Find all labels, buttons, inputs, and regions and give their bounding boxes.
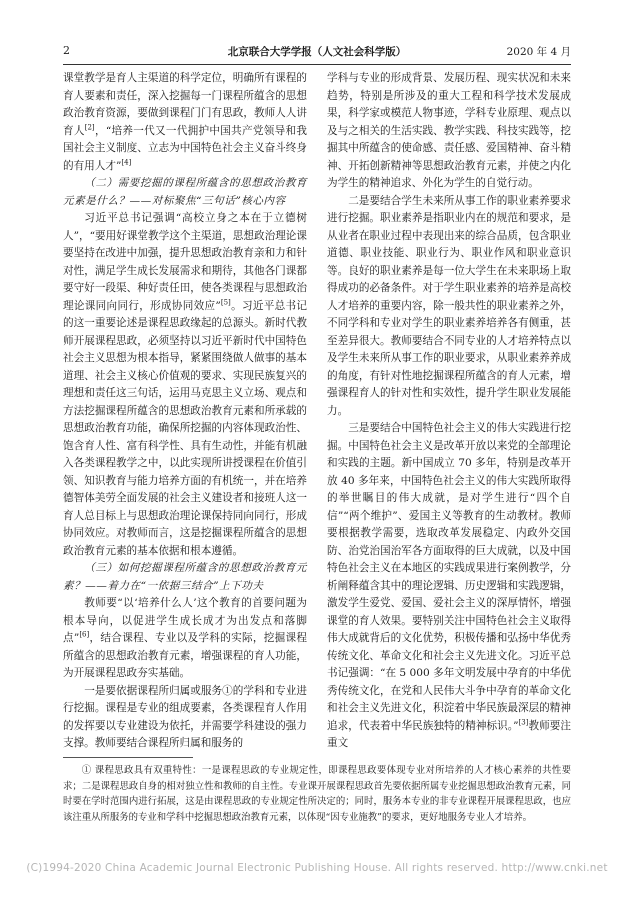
body-paragraph: 二是要结合学生未来所从事工作的职业素养要求进行挖掘。职业素养是指职业内在的规范和要求，是从业者在职业过程中表现出来的综合品质，包含职业道德、职业技能、职业行为、职业作风和职业意识等。良好的职业素养是每一位大学生在未来职场上取得成功的必备条件。对于学生职业素养的培养是高校人才培养的重要内容，除一般共性的职业素养之外，不同学科和专业对学生的职业素养培养各有侧重，甚至差异很大。教师要结合不同专业的人才培养特点以及学生未来所从事工作的职业要求，从职业素养养成的角度，有针对性地挖掘课程所蕴含的育人元素，增强课程育人的针对性和实效性，提升学生职业发展能力。 [327,194,571,417]
footnote-rule [63,757,193,758]
left-column [63,70,307,753]
section-heading: （二）需要挖掘的课程所蕴含的思想政治教育元素是什么？——对标聚焦“三句话”核心内容 [63,177,307,207]
footnote: ① 课程思政具有双重特性：一是课程思政的专业规定性，即课程思政要体现专业对所培养的人才核心素养的共性要求；二是课程思政自身的相对独立性和教师的自主性。专业课开展课程思政首先要依据所属专业挖掘思想政治教育元素，同时要在学时范围内进行拓展，这是由课程思政的专业规定性所决定的；同时，服务本专业的非专业课程开展课程思政，也应该注重从所服务的专业和学科中挖掘思想政治教育元素，以体现“因专业施教”的要求，更好地服务专业人才培养。 [63,765,571,823]
citation: [3] [518,717,529,726]
journal-title: 北京联合大学学报（人文社会科学版） [227,46,407,58]
header-rule [63,64,571,65]
section-heading: （三）如何挖掘课程所蕴含的思想政治教育元素？——着力在“一依据三结合”上下功夫 [63,562,307,592]
issue-date: 2020 年 4 月 [506,46,571,58]
body-paragraph: 教师要“以‘培养什么人’这个教育的首要问题为根本导向，以促进学生成长成才为出发点和落脚点”[6]，结合课程、专业以及学科的实际，挖掘课程所蕴含的思想政治教育元素，增强课程的育人功能，为开展课程思政夯实基础。 [63,597,308,679]
citation: [2] [84,122,95,131]
citation: [6] [79,630,90,639]
body-paragraph: 学科与专业的形成背景、发展历程、现实状况和未来趋势，特别是所涉及的重大工程和科学技术发展成果，科学家或模范人物事迹，学科专业原理、观点以及与之相关的生活实践、教学实践、科技实践等，挖掘其中所蕴含的使命感、责任感、爱国精神、奋斗精神、开拓创新精神等思想政治教育元素，并使之内化为学生的精神追求、外化为学生的自觉行动。 [327,72,571,189]
body-paragraph: 课堂教学是育人主渠道的科学定位，明确所有课程的育人要素和责任，深入挖掘每一门课程所蕴含的思想政治教育资源，要做到课程门门有思政，教师人人讲育人[2]，“培养一代又一代拥护中国共产党领导和我国社会主义制度、立志为中国特色社会主义奋斗终身的有用人才”[4] [63,72,307,172]
page-number: 2 [63,44,70,57]
right-column [327,70,571,753]
body-paragraph: 三是要结合中国特色社会主义的伟大实践进行挖掘。中国特色社会主义是改革开放以来党的全部理论和实践的主题。新中国成立 70 多年，特别是改革开放 40 多年来，中国特色社会主义的伟大实践所取得的举世瞩目的伟大成就，是对学生进行“四个自信”“两个维护”、爱国主义等教育的生动教材。教师要根据教学需要，选取改革发展稳定、内政外交国防、治党治国治军各方面取得的巨大成就，以及中国特色社会主义在本地区的实践成果进行案例教学，分析阐释蕴含其中的理论逻辑、历史逻辑和实践逻辑，激发学生爱党、爱国、爱社会主义的深厚情怀，增强课堂的育人效果。要特别关注中国特色社会主义取得伟大成就背后的文化优势，积极传播和弘扬中华优秀传统文化、革命文化和社会主义先进文化。习近平总书记强调：“在 5 000 多年文明发展中孕育的中华优秀传统文化，在党和人民伟大斗争中孕育的革命文化和社会主义先进文化，积淀着中华民族最深层的精神追求，代表着中华民族独特的精神标识。”[3]教师要注重文 [327,422,571,749]
running-header [63,40,571,62]
citation: [4] [121,157,132,166]
copyright-watermark: (C)1994-2020 China Academic Journal Electronic Publishing House. All rights reserved. http://www.cnki.net [26,862,608,874]
citation: [5] [220,297,231,306]
body-paragraph: 习近平总书记强调“高校立身之本在于立德树人”，“要用好课堂教学这个主渠道，思想政治理论课要坚持在改进中加强，提升思想政治教育亲和力和针对性，满足学生成长发展需求和期待，其他各门课都要守好一段渠、种好责任田，使各类课程与思想政治理论课同向同行，形成协同效应”[5]。习近平总书记的这一重要论述是课程思政缘起的总源头。新时代教师开展课程思政，必须坚持以习近平新时代中国特色社会主义思想为根本指导，紧紧围绕做人做事的基本道理、社会主义核心价值观的要求、实现民族复兴的理想和责任这三句话，运用马克思主义立场、观点和方法挖掘课程所蕴含的思想政治教育元素和所承载的思想政治教育功能，确保所挖掘的内容体现政治性、饱含育人性、富有科学性、具有生动性，并能有机融入各类课程教学之中，以此实现所讲授课程在价值引领、知识教育与能力培养方面的有机统一，并在培养德智体美劳全面发展的社会主义建设者和接班人这一育人总目标上与思想政治理论课保持同向同行，形成协同效应。对教师而言，这是挖掘课程所蕴含的思想政治教育元素的基本依据和根本遵循。 [63,212,307,557]
body-paragraph: 一是要依据课程所归属或服务①的学科和专业进行挖掘。课程是专业的组成要素，各类课程育人作用的发挥要以专业建设为依托，并需要学科建设的强力支撑。教师要结合课程所归属和服务的 [63,684,307,749]
